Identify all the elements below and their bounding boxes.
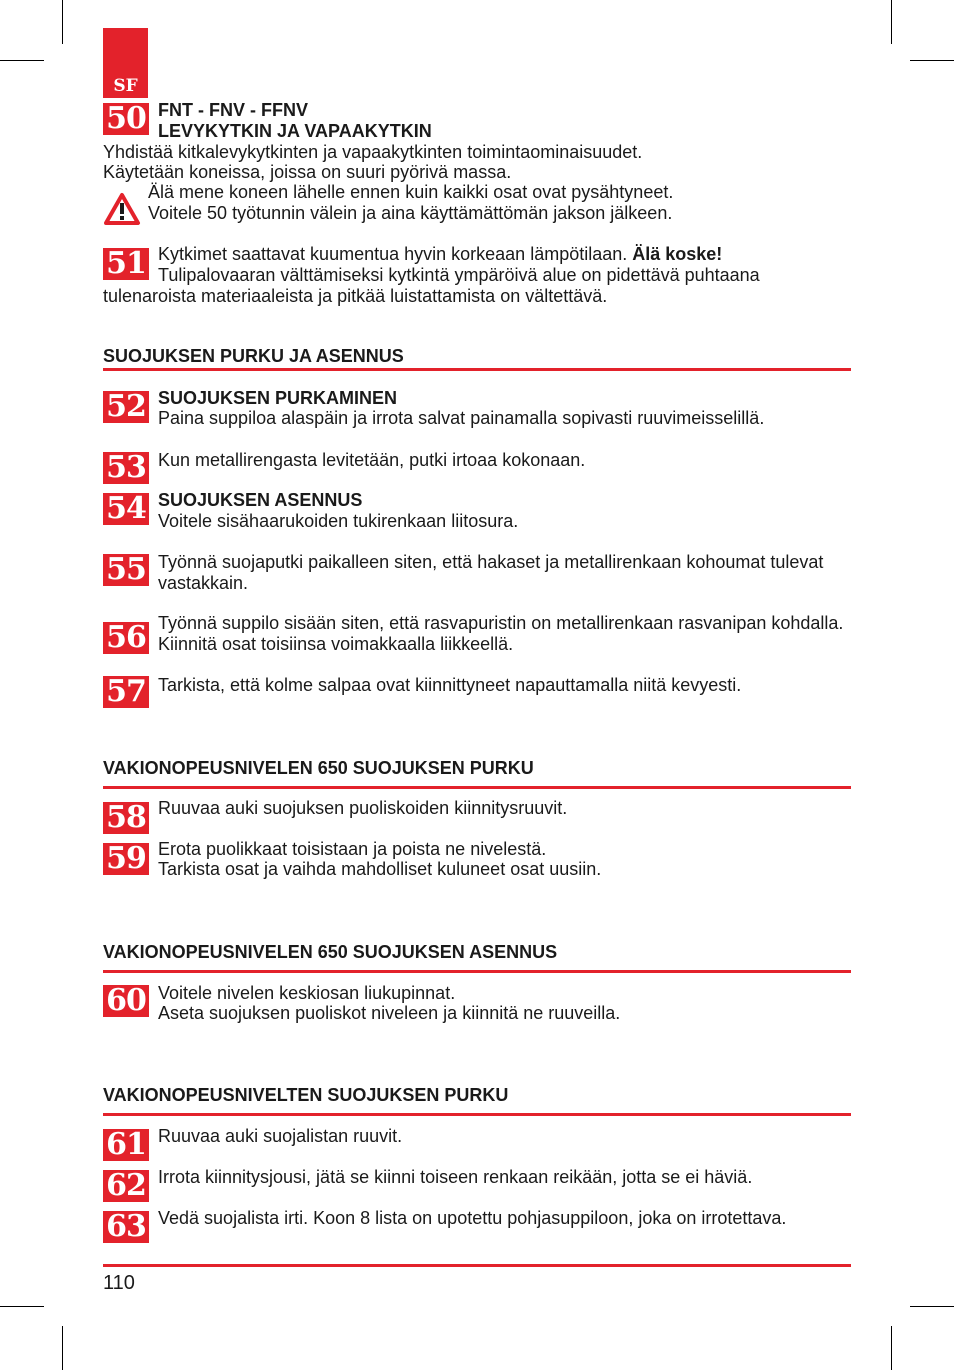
section-rule [103, 1113, 851, 1116]
section-heading: VAKIONOPEUSNIVELEN 650 SUOJUKSEN PURKU [103, 758, 534, 778]
step-text: Paina suppiloa alaspäin ja irrota salvat painamalla sopivasti ruuvimeisselillä. [158, 408, 765, 428]
step-text: Kun metallirengasta levitetään, putki irtoaa kokonaan. [158, 450, 586, 470]
step-text: Työnnä suojaputki paikalleen siten, että hakaset ja metallirenkaan kohoumat tulevat vastakkain. [158, 552, 824, 593]
step-number: 51 [103, 248, 149, 280]
step-text: Tarkista osat ja vaihda mahdolliset kuluneet osat uusiin. [158, 859, 602, 879]
crop-mark [910, 60, 954, 61]
language-badge: SF [103, 28, 148, 98]
step-title: SUOJUKSEN PURKAMINEN [158, 388, 398, 408]
crop-mark [62, 0, 63, 44]
step-number: 50 [103, 103, 149, 135]
warning-triangle-icon [103, 192, 141, 226]
section-rule [103, 970, 851, 973]
crop-mark [0, 1306, 44, 1307]
step-text-emphasis: Älä koske! [632, 244, 723, 264]
step-number: 57 [103, 676, 149, 708]
step-text: Ruuvaa auki suojuksen puoliskoiden kiinnitysruuvit. [158, 798, 568, 818]
step-title: SUOJUKSEN ASENNUS [158, 490, 363, 510]
step-text: Aseta suojuksen puoliskot niveleen ja kiinnitä ne ruuveilla. [158, 1003, 621, 1023]
step-number: 54 [103, 493, 149, 525]
step-number: 60 [103, 985, 149, 1017]
section-heading: VAKIONOPEUSNIVELEN 650 SUOJUKSEN ASENNUS [103, 942, 558, 962]
step-number: 61 [103, 1129, 149, 1161]
step-text: tulenaroista materiaaleista ja pitkää luistattamista on vältettävä. [103, 286, 608, 306]
step-number: 63 [103, 1211, 149, 1243]
crop-mark [891, 1326, 892, 1370]
footer-rule [103, 1264, 851, 1267]
warning-text: Älä mene koneen lähelle ennen kuin kaikki osat ovat pysähtyneet. [148, 182, 674, 202]
step-text: Voitele sisähaarukoiden tukirenkaan liitosura. [158, 511, 519, 531]
step-text [158, 244, 851, 265]
step-number: 55 [103, 554, 149, 586]
step-text: Käytetään koneissa, joissa on suuri pyörivä massa. [103, 162, 512, 182]
step-text: Tarkista, että kolme salpaa ovat kiinnittyneet napauttamalla niitä kevyesti. [158, 675, 742, 695]
step-number: 52 [103, 391, 149, 423]
step-text: Ruuvaa auki suojalistan ruuvit. [158, 1126, 403, 1146]
crop-mark [0, 60, 44, 61]
step-number: 59 [103, 843, 149, 875]
warning-text: Voitele 50 työtunnin välein ja aina käyttämättömän jakson jälkeen. [148, 203, 673, 223]
step-text: Vedä suojalista irti. Koon 8 lista on upotettu pohjasuppiloon, joka on irrotettava. [158, 1208, 787, 1228]
step-number: 56 [103, 622, 149, 654]
step-number: 62 [103, 1170, 149, 1202]
section-rule [103, 786, 851, 789]
page-number: 110 [103, 1272, 135, 1294]
crop-mark [62, 1326, 63, 1370]
step-text: Voitele nivelen keskiosan liukupinnat. [158, 983, 456, 1003]
crop-mark [910, 1306, 954, 1307]
step-title: LEVYKYTKIN JA VAPAAKYTKIN [158, 121, 432, 141]
step-title: FNT - FNV - FFNV [158, 100, 308, 120]
step-text-part: Kytkimet saattavat kuumentua hyvin korkeaan lämpötilaan. [158, 244, 633, 264]
step-text: Tulipalovaaran välttämiseksi kytkintä ympäröivä alue on pidettävä puhtaana [158, 265, 760, 285]
step-text: Erota puolikkaat toisistaan ja poista ne nivelestä. [158, 839, 547, 859]
step-text: Yhdistää kitkalevykytkinten ja vapaakytkinten toimintaominaisuudet. [103, 142, 643, 162]
section-heading: SUOJUKSEN PURKU JA ASENNUS [103, 346, 404, 366]
step-text: Irrota kiinnitysjousi, jätä se kiinni toiseen renkaan reikään, jotta se ei häviä. [158, 1167, 753, 1187]
crop-mark [891, 0, 892, 44]
section-rule [103, 368, 851, 371]
step-number: 53 [103, 452, 149, 484]
section-heading: VAKIONOPEUSNIVELTEN SUOJUKSEN PURKU [103, 1085, 509, 1105]
step-text: Työnnä suppilo sisään siten, että rasvapuristin on metallirenkaan rasvanipan kohdalla. Kiinnitä osat toisiinsa voimakkaalla liikkeellä. [158, 613, 844, 654]
step-number: 58 [103, 802, 149, 834]
